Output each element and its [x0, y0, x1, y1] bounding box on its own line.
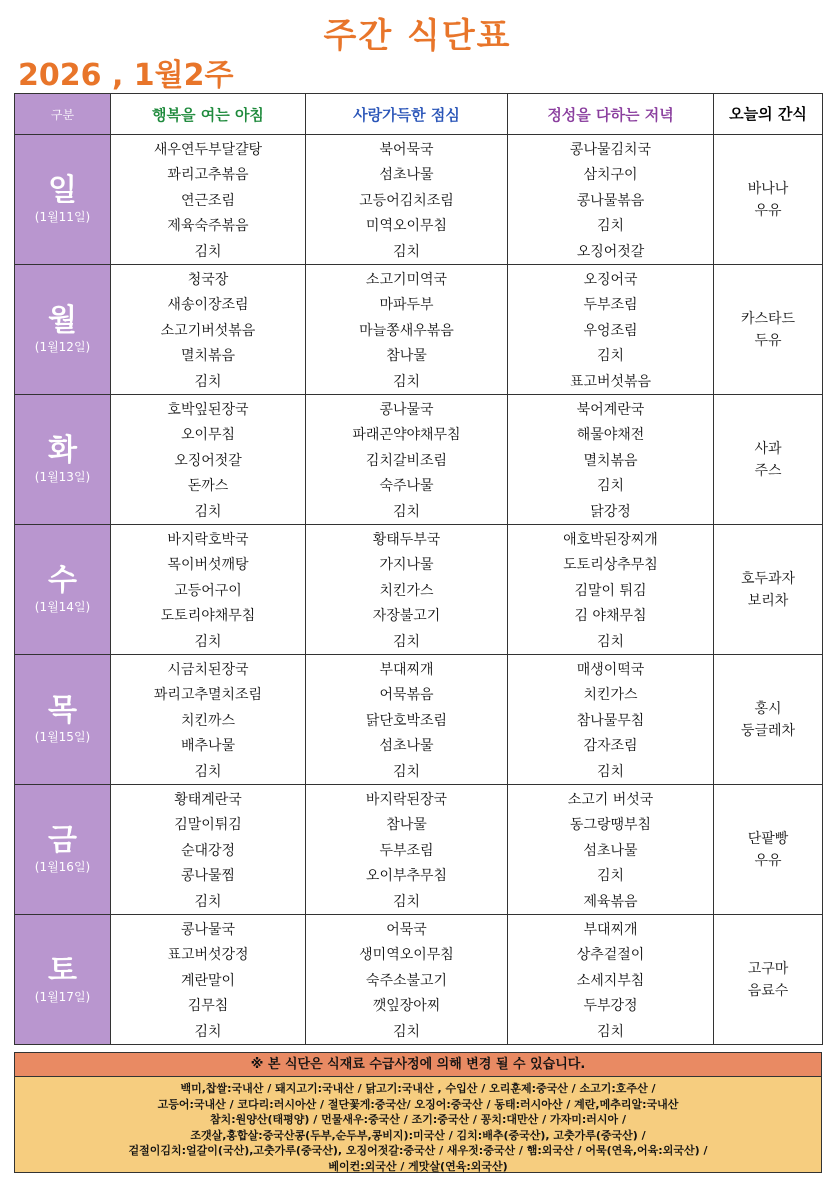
dinner-cell [508, 135, 714, 265]
menu-item: 오징어젓갈 [576, 243, 645, 260]
menu-item: 어묵국 [386, 921, 427, 938]
menu-item: 섬초나물 [379, 738, 434, 754]
menu-item: 콩나물국 [379, 401, 434, 418]
menu-item: 치킨까스 [180, 712, 236, 729]
lunch-cell [306, 915, 508, 1045]
day-cell [15, 265, 111, 395]
origin-line: 조갯살,홍합살:중국산콩(두부,순두부,콩비지):미국산 / 김치:배추(중국산), 고춧가루(중국산) / [190, 1128, 646, 1142]
day-row [15, 265, 823, 395]
menu-item: 닭강정 [590, 503, 631, 520]
lunch-cell [306, 655, 508, 785]
menu-item: 상추겉절이 [576, 947, 645, 963]
lunch-cell [306, 525, 508, 655]
lunch-cell [306, 395, 508, 525]
menu-item: 소세지부침 [576, 972, 645, 989]
day-cell [15, 135, 111, 265]
menu-item: 마늘쫑새우볶음 [359, 322, 454, 339]
header-lunch: 사랑가득한 점심 [306, 94, 508, 135]
menu-item: 김말이 튀김 [574, 582, 647, 599]
day-row [15, 655, 823, 785]
menu-item: 김 야채무침 [574, 608, 647, 624]
snack-item: 둥글레차 [740, 722, 796, 739]
menu-item: 김치 [194, 763, 222, 780]
menu-item: 김치 [392, 763, 421, 780]
origin-line: 백미,찹쌀:국내산 / 돼지고기:국내산 / 닭고기:국내산 , 수입산 / 오리훈제:중국산 / 소고기:호주산 / [180, 1082, 656, 1095]
menu-item: 제육볶음 [583, 893, 638, 910]
day-row [15, 525, 823, 655]
menu-item: 북어계란국 [576, 401, 645, 418]
day-cell [15, 915, 111, 1045]
day-date: (1월15일) [34, 730, 91, 744]
week-label: 2026 , 1월2주 [18, 58, 234, 93]
menu-item: 삼치구이 [583, 167, 638, 183]
menu-item: 도토리상추무침 [563, 557, 658, 573]
day-date: (1월11일) [34, 210, 91, 224]
snack-item: 우유 [754, 852, 782, 869]
day-row [15, 915, 823, 1045]
menu-item: 김치 [194, 633, 222, 650]
menu-item: 김치 [596, 763, 625, 780]
header-row [15, 94, 823, 135]
menu-item: 치킨가스 [583, 687, 638, 703]
menu-item: 꽈리고추멸치조림 [153, 687, 263, 703]
menu-item: 어묵볶음 [379, 687, 434, 703]
menu-item: 두부강정 [583, 998, 638, 1014]
breakfast-cell [111, 395, 306, 525]
menu-item: 김치 [596, 633, 625, 650]
day-name: 금 [48, 823, 77, 858]
menu-item: 김치 [392, 373, 421, 390]
menu-item: 바지락호박국 [167, 531, 249, 548]
menu-item: 부대찌개 [583, 921, 638, 938]
menu-item: 김치 [194, 893, 222, 910]
menu-item: 김치 [392, 503, 421, 520]
day-date: (1월14일) [34, 600, 91, 614]
day-row [15, 395, 823, 525]
lunch-cell [306, 265, 508, 395]
origin-line: 베이컨:외국산 / 게맛살(연육:외국산) [328, 1159, 508, 1173]
menu-item: 해물야채전 [576, 427, 645, 443]
menu-item: 돈까스 [187, 478, 229, 494]
origin-line: 참치:원양산(태평양) / 먼물새우:중국산 / 조기:중국산 / 꽁치:대만산 / 가자미:러시아 / [209, 1113, 626, 1126]
menu-item: 김치 [194, 503, 222, 520]
menu-item: 멸치볶음 [583, 452, 638, 469]
menu-item: 치킨가스 [379, 582, 434, 599]
day-date: (1월17일) [34, 990, 91, 1004]
snack-item: 두유 [754, 332, 782, 349]
page-title: 주간 식단표 [323, 16, 512, 56]
menu-item: 김치 [392, 893, 421, 910]
header-dinner: 정성을 다하는 저녁 [508, 94, 714, 135]
menu-item: 멸치볶음 [180, 348, 236, 364]
menu-item: 호박잎된장국 [167, 401, 249, 418]
menu-item: 섬초나물 [379, 167, 434, 183]
menu-item: 마파두부 [379, 297, 434, 313]
menu-item: 청국장 [187, 271, 229, 288]
origin-info [14, 1077, 822, 1173]
snack-item: 홍시 [754, 700, 782, 717]
menu-table [14, 93, 823, 1045]
breakfast-cell [111, 915, 306, 1045]
day-cell [15, 785, 111, 915]
menu-item: 매생이떡국 [576, 661, 645, 678]
menu-item: 미역오이무침 [365, 218, 448, 234]
snack-cell [714, 395, 823, 525]
menu-item: 오이부추무침 [365, 868, 448, 884]
lunch-cell [306, 135, 508, 265]
breakfast-cell [111, 265, 306, 395]
menu-item: 꽈리고추볶음 [167, 167, 249, 183]
menu-item: 김치 [596, 348, 625, 364]
menu-item: 연근조림 [180, 192, 236, 209]
menu-notice: ※ 본 식단은 식재료 수급사정에 의해 변경 될 수 있습니다. [14, 1052, 822, 1077]
lunch-cell [306, 785, 508, 915]
day-date: (1월13일) [34, 470, 91, 484]
menu-item: 소고기미역국 [365, 271, 448, 288]
menu-item: 소고기버섯볶음 [160, 322, 256, 339]
menu-item: 생미역오이무침 [359, 947, 454, 963]
menu-item: 자장불고기 [372, 608, 441, 624]
menu-item: 김치 [392, 633, 421, 650]
menu-item: 부대찌개 [379, 661, 434, 678]
menu-item: 콩나물볶음 [576, 192, 645, 209]
day-name: 수 [48, 563, 77, 598]
header-snack: 오늘의 간식 [714, 94, 823, 135]
menu-item: 계란말이 [180, 972, 236, 989]
day-date: (1월16일) [34, 860, 91, 874]
menu-item: 김치 [596, 478, 625, 494]
day-name: 목 [48, 693, 77, 728]
menu-item: 황태두부국 [372, 531, 441, 548]
menu-item: 황태계란국 [174, 791, 242, 808]
day-cell [15, 655, 111, 785]
menu-item: 고등어김치조림 [359, 192, 454, 209]
menu-item: 애호박된장찌개 [563, 531, 658, 548]
dinner-cell [508, 525, 714, 655]
dinner-cell [508, 785, 714, 915]
menu-item: 새우연두부달걀탕 [153, 141, 263, 158]
snack-cell [714, 785, 823, 915]
menu-item: 김치 [392, 243, 421, 260]
breakfast-cell [111, 135, 306, 265]
menu-item: 김무침 [187, 998, 229, 1014]
snack-cell [714, 135, 823, 265]
menu-item: 표고버섯볶음 [569, 373, 652, 390]
menu-item: 김치 [392, 1023, 421, 1040]
menu-item: 도토리야채무침 [160, 608, 256, 624]
menu-item: 김치 [596, 868, 625, 884]
menu-item: 바지락된장국 [365, 791, 448, 808]
day-name: 화 [48, 433, 77, 468]
menu-item: 오이무침 [180, 427, 236, 443]
menu-item: 감자조림 [583, 738, 638, 754]
menu-item: 콩나물국 [180, 921, 236, 938]
menu-item: 깻잎장아찌 [372, 998, 441, 1014]
snack-item: 음료수 [747, 982, 789, 999]
day-name: 월 [48, 303, 77, 338]
menu-item: 가지나물 [379, 557, 434, 573]
menu-item: 두부조림 [583, 297, 638, 313]
menu-item: 참나물 [386, 817, 427, 833]
menu-item: 소고기 버섯국 [567, 791, 654, 808]
snack-item: 보리차 [747, 592, 789, 609]
menu-item: 배추나물 [180, 738, 236, 754]
menu-item: 오징어젓갈 [174, 452, 242, 469]
snack-item: 호두과자 [740, 570, 796, 587]
snack-item: 우유 [754, 202, 782, 219]
menu-item: 두부조림 [379, 842, 434, 859]
menu-item: 참나물 [386, 348, 427, 364]
breakfast-cell [111, 785, 306, 915]
origin-line: 겉절이김치:얼갈이(국산),고춧가루(중국산), 오징어젓갈:중국산 / 새우젓:중국산 / 햄:외국산 / 어묵(연육,어육:외국산) / [128, 1144, 708, 1157]
day-row [15, 785, 823, 915]
menu-item: 오징어국 [583, 271, 638, 288]
menu-item: 김치 [194, 373, 222, 390]
menu-item: 김치 [194, 1023, 222, 1040]
menu-item: 콩나물김치국 [569, 141, 652, 158]
snack-cell [714, 525, 823, 655]
menu-item: 김말이튀김 [174, 817, 242, 833]
breakfast-cell [111, 525, 306, 655]
day-date: (1월12일) [34, 340, 91, 354]
day-name: 토 [48, 953, 77, 988]
menu-item: 제육숙주볶음 [167, 218, 249, 234]
menu-item: 닭단호박조림 [365, 712, 448, 729]
snack-item: 단팥빵 [747, 830, 789, 847]
day-row [15, 135, 823, 265]
header-breakfast: 행복을 여는 아침 [111, 94, 306, 135]
menu-item: 김치 [596, 218, 625, 234]
snack-cell [714, 915, 823, 1045]
menu-item: 숙주소불고기 [365, 972, 448, 989]
menu-item: 콩나물찜 [180, 868, 236, 884]
menu-item: 목이버섯깨탕 [167, 557, 249, 573]
origin-line: 고등어:국내산 / 코다리:러시아산 / 절단꽃게:중국산/ 오징어:중국산 / 동태:러시아산 / 계란,메추리알:국내산 [157, 1097, 679, 1111]
snack-item: 카스타드 [740, 310, 796, 327]
menu-item: 김치 [194, 243, 222, 260]
menu-item: 고등어구이 [174, 582, 242, 599]
snack-cell [714, 655, 823, 785]
header-gubun: 구분 [15, 94, 111, 135]
dinner-cell [508, 655, 714, 785]
breakfast-cell [111, 655, 306, 785]
dinner-cell [508, 265, 714, 395]
menu-item: 파래곤약야채무침 [352, 427, 461, 443]
menu-item: 우엉조림 [583, 322, 638, 339]
menu-item: 동그랑땡부침 [569, 817, 652, 833]
menu-item: 시금치된장국 [167, 661, 249, 678]
snack-item: 사과 [754, 440, 782, 457]
menu-item: 김치 [596, 1023, 625, 1040]
menu-item: 참나물무침 [576, 712, 645, 729]
dinner-cell [508, 915, 714, 1045]
menu-item: 숙주나물 [379, 478, 434, 494]
snack-item: 바나나 [747, 180, 789, 197]
day-name: 일 [48, 173, 77, 208]
day-cell [15, 525, 111, 655]
menu-item: 섬초나물 [583, 842, 638, 859]
dinner-cell [508, 395, 714, 525]
snack-cell [714, 265, 823, 395]
menu-item: 새송이장조림 [167, 297, 249, 313]
menu-item: 김치갈비조림 [365, 452, 448, 469]
menu-item: 순대강정 [180, 842, 236, 859]
snack-item: 고구마 [747, 960, 789, 977]
menu-item: 표고버섯강정 [167, 947, 249, 963]
menu-item: 북어묵국 [379, 141, 434, 158]
day-cell [15, 395, 111, 525]
snack-item: 주스 [754, 462, 782, 479]
